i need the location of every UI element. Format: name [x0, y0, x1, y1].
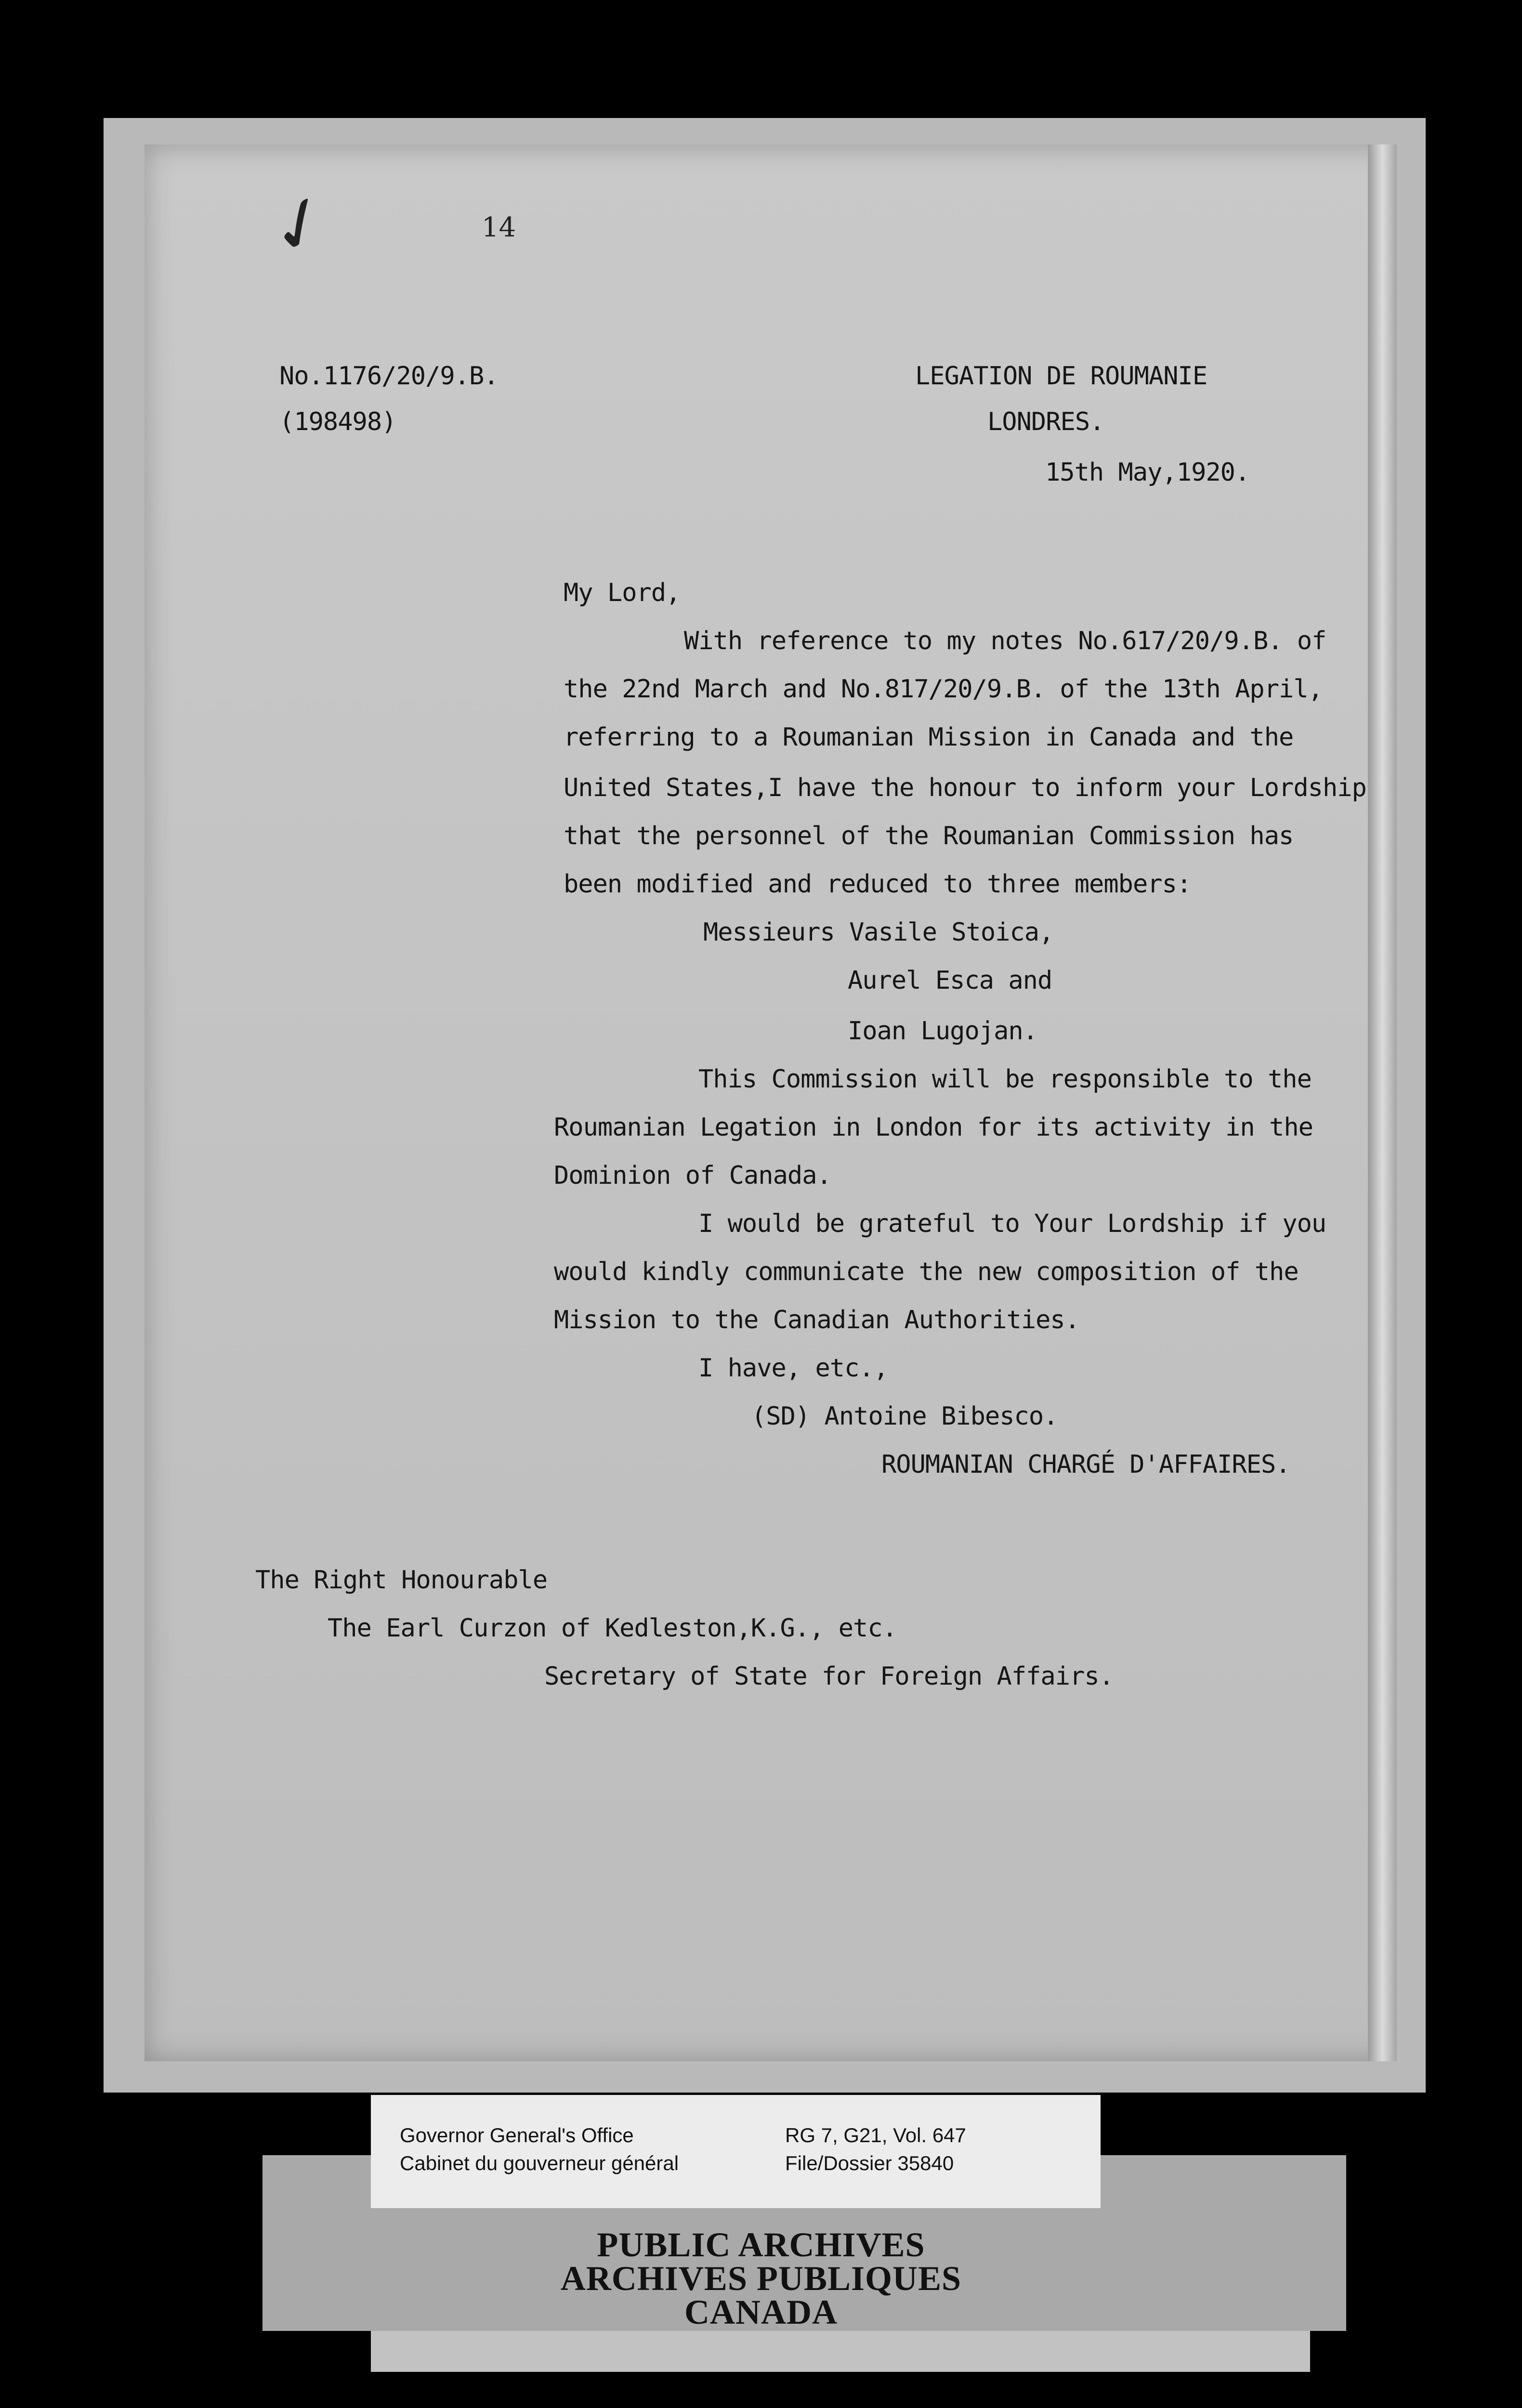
file-dossier: File/Dossier 35840: [785, 2152, 954, 2174]
office-english: Governor General's Office: [400, 2124, 634, 2146]
legation-city: LONDRES.: [987, 407, 1104, 436]
page-edge: [1368, 144, 1397, 2061]
reference-number: No.1176/20/9.B.: [279, 362, 499, 391]
office-french: Cabinet du gouverneur général: [400, 2152, 679, 2174]
member-name: Aurel Esca and: [848, 966, 1052, 995]
body-line: that the personnel of the Roumanian Commission has: [564, 822, 1294, 851]
body-line: With reference to my notes No.617/20/9.B. of: [684, 627, 1326, 655]
archives-stamp-line1: PUBLIC ARCHIVES: [597, 2225, 925, 2264]
body-line: would kindly communicate the new composition of the: [554, 1257, 1299, 1286]
archive-label: [371, 2095, 1101, 2208]
handwritten-check-mark: ✓: [255, 174, 345, 276]
handwritten-page-number: 14: [482, 212, 516, 243]
body-line: United States,I have the honour to inform your Lordship: [564, 773, 1366, 802]
addressee-line: The Right Honourable: [255, 1566, 548, 1595]
member-name: Messieurs Vasile Stoica,: [703, 918, 1054, 947]
body-line: Mission to the Canadian Authorities.: [554, 1306, 1080, 1335]
body-line: Dominion of Canada.: [554, 1161, 831, 1190]
member-name: Ioan Lugojan.: [848, 1017, 1037, 1046]
file-number: (198498): [279, 407, 396, 436]
body-line: I would be grateful to Your Lordship if you: [698, 1209, 1326, 1238]
signer-title: ROUMANIAN CHARGÉ D'AFFAIRES.: [881, 1450, 1290, 1479]
archives-stamp-line2: ARCHIVES PUBLIQUES: [560, 2259, 962, 2298]
body-line: the 22nd March and No.817/20/9.B. of the 13th April,: [564, 675, 1323, 704]
body-line: referring to a Roumanian Mission in Canada and the: [564, 723, 1294, 752]
addressee-line: The Earl Curzon of Kedleston,K.G., etc.: [328, 1614, 897, 1643]
archive-strip: [371, 2331, 1310, 2372]
closing: I have, etc.,: [698, 1354, 888, 1383]
body-line: Roumanian Legation in London for its activity in the: [554, 1113, 1313, 1142]
signature: (SD) Antoine Bibesco.: [751, 1402, 1058, 1431]
record-group: RG 7, G21, Vol. 647: [785, 2124, 966, 2146]
body-line: been modified and reduced to three members:: [564, 870, 1192, 899]
addressee-line: Secretary of State for Foreign Affairs.: [544, 1662, 1114, 1691]
legation-heading: LEGATION DE ROUMANIE: [915, 362, 1207, 391]
archives-stamp-line3: CANADA: [684, 2293, 838, 2331]
salutation: My Lord,: [564, 578, 681, 607]
letter-date: 15th May,1920.: [1045, 458, 1250, 487]
body-line: This Commission will be responsible to the: [698, 1065, 1312, 1094]
